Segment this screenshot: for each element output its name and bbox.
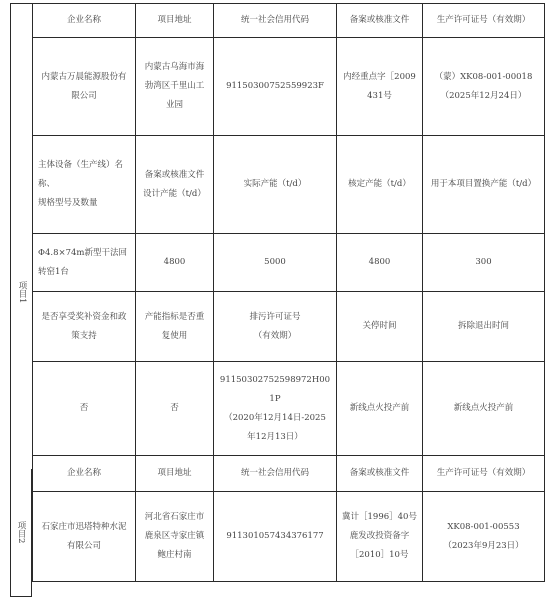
capacity-values-row — [11, 234, 545, 292]
credit-code-cell: 91150300752559923F — [214, 38, 337, 136]
subsidy-support-value: 否 — [33, 362, 136, 456]
capacity-replacement-table — [10, 3, 545, 582]
actual-capacity-value: 5000 — [214, 234, 337, 292]
capacity-reuse-header: 产能指标是否重 复使用 — [136, 292, 214, 362]
replacement-capacity-value: 300 — [423, 234, 545, 292]
p2-approval-doc-cell: 冀计［1996］40号 鹿发改投资备字 ［2010］10号 — [337, 492, 423, 582]
designed-capacity-header: 备案或核准文件 设计产能（t/d） — [136, 136, 214, 234]
p2-credit-code-cell: 911301057434376177 — [214, 492, 337, 582]
p2-header-approval-doc: 备案或核准文件 — [337, 456, 423, 492]
designed-capacity-value: 4800 — [136, 234, 214, 292]
actual-capacity-header: 实际产能（t/d） — [214, 136, 337, 234]
approval-doc-cell: 内经重点字［2009 431号 — [337, 38, 423, 136]
capacity-reuse-value: 否 — [136, 362, 214, 456]
p2-project-address-cell: 河北省石家庄市 鹿泉区寺家庄镇 鲍庄村南 — [136, 492, 214, 582]
demolition-time-value: 新线点火投产前 — [423, 362, 545, 456]
p2-header-company-name: 企业名称 — [33, 456, 136, 492]
p2-header-project-address: 项目地址 — [136, 456, 214, 492]
p2-header-production-license: 生产许可证号（有效期） — [423, 456, 545, 492]
company-name-cell: 内蒙古万晨能源股份有 限公司 — [33, 38, 136, 136]
header-project-address: 项目地址 — [136, 4, 214, 38]
equipment-spec-cell: Φ4.8×74m新型干法回 转窑1台 — [33, 234, 136, 292]
project-address-cell: 内蒙古乌海市海 勃湾区千里山工 业园 — [136, 38, 214, 136]
capacity-header-row — [11, 136, 545, 234]
shutdown-time-value: 新线点火投产前 — [337, 362, 423, 456]
shutdown-time-header: 关停时间 — [337, 292, 423, 362]
p2-company-name-cell: 石家庄市迅塔特种水泥 有限公司 — [33, 492, 136, 582]
project1-side-label: 项目1 — [11, 4, 33, 582]
pollutant-permit-header: 排污许可证号 （有效期） — [214, 292, 337, 362]
project2-company-row — [11, 492, 545, 582]
verified-capacity-value: 4800 — [337, 234, 423, 292]
header-credit-code: 统一社会信用代码 — [214, 4, 337, 38]
pollutant-permit-value: 91150302752598972H001P （2020年12月14日-2025 年12月13日） — [214, 362, 337, 456]
header-production-license: 生产许可证号（有效期） — [423, 4, 545, 38]
emission-values-row — [11, 362, 545, 456]
project2-header-row — [11, 456, 545, 492]
p2-production-license-cell: XK08-001-00553 （2023年9月23日） — [423, 492, 545, 582]
p2-header-credit-code: 统一社会信用代码 — [214, 456, 337, 492]
project2-side-cell — [10, 469, 32, 597]
project1-company-row — [11, 38, 545, 136]
emission-header-row — [11, 292, 545, 362]
replacement-capacity-header: 用于本项目置换产能（t/d） — [423, 136, 545, 234]
main-equipment-header: 主体设备（生产线）名 称、 规格型号及数量 — [33, 136, 136, 234]
project1-header-row — [11, 4, 545, 38]
production-license-cell: （蒙）XK08-001-00018 （2025年12月24日） — [423, 38, 545, 136]
header-approval-doc: 备案或核准文件 — [337, 4, 423, 38]
project2-side-label-text: 项目2 — [16, 521, 26, 544]
subsidy-support-header: 是否享受奖补资金和政 策支持 — [33, 292, 136, 362]
demolition-time-header: 拆除退出时间 — [423, 292, 545, 362]
verified-capacity-header: 核定产能（t/d） — [337, 136, 423, 234]
header-company-name: 企业名称 — [33, 4, 136, 38]
